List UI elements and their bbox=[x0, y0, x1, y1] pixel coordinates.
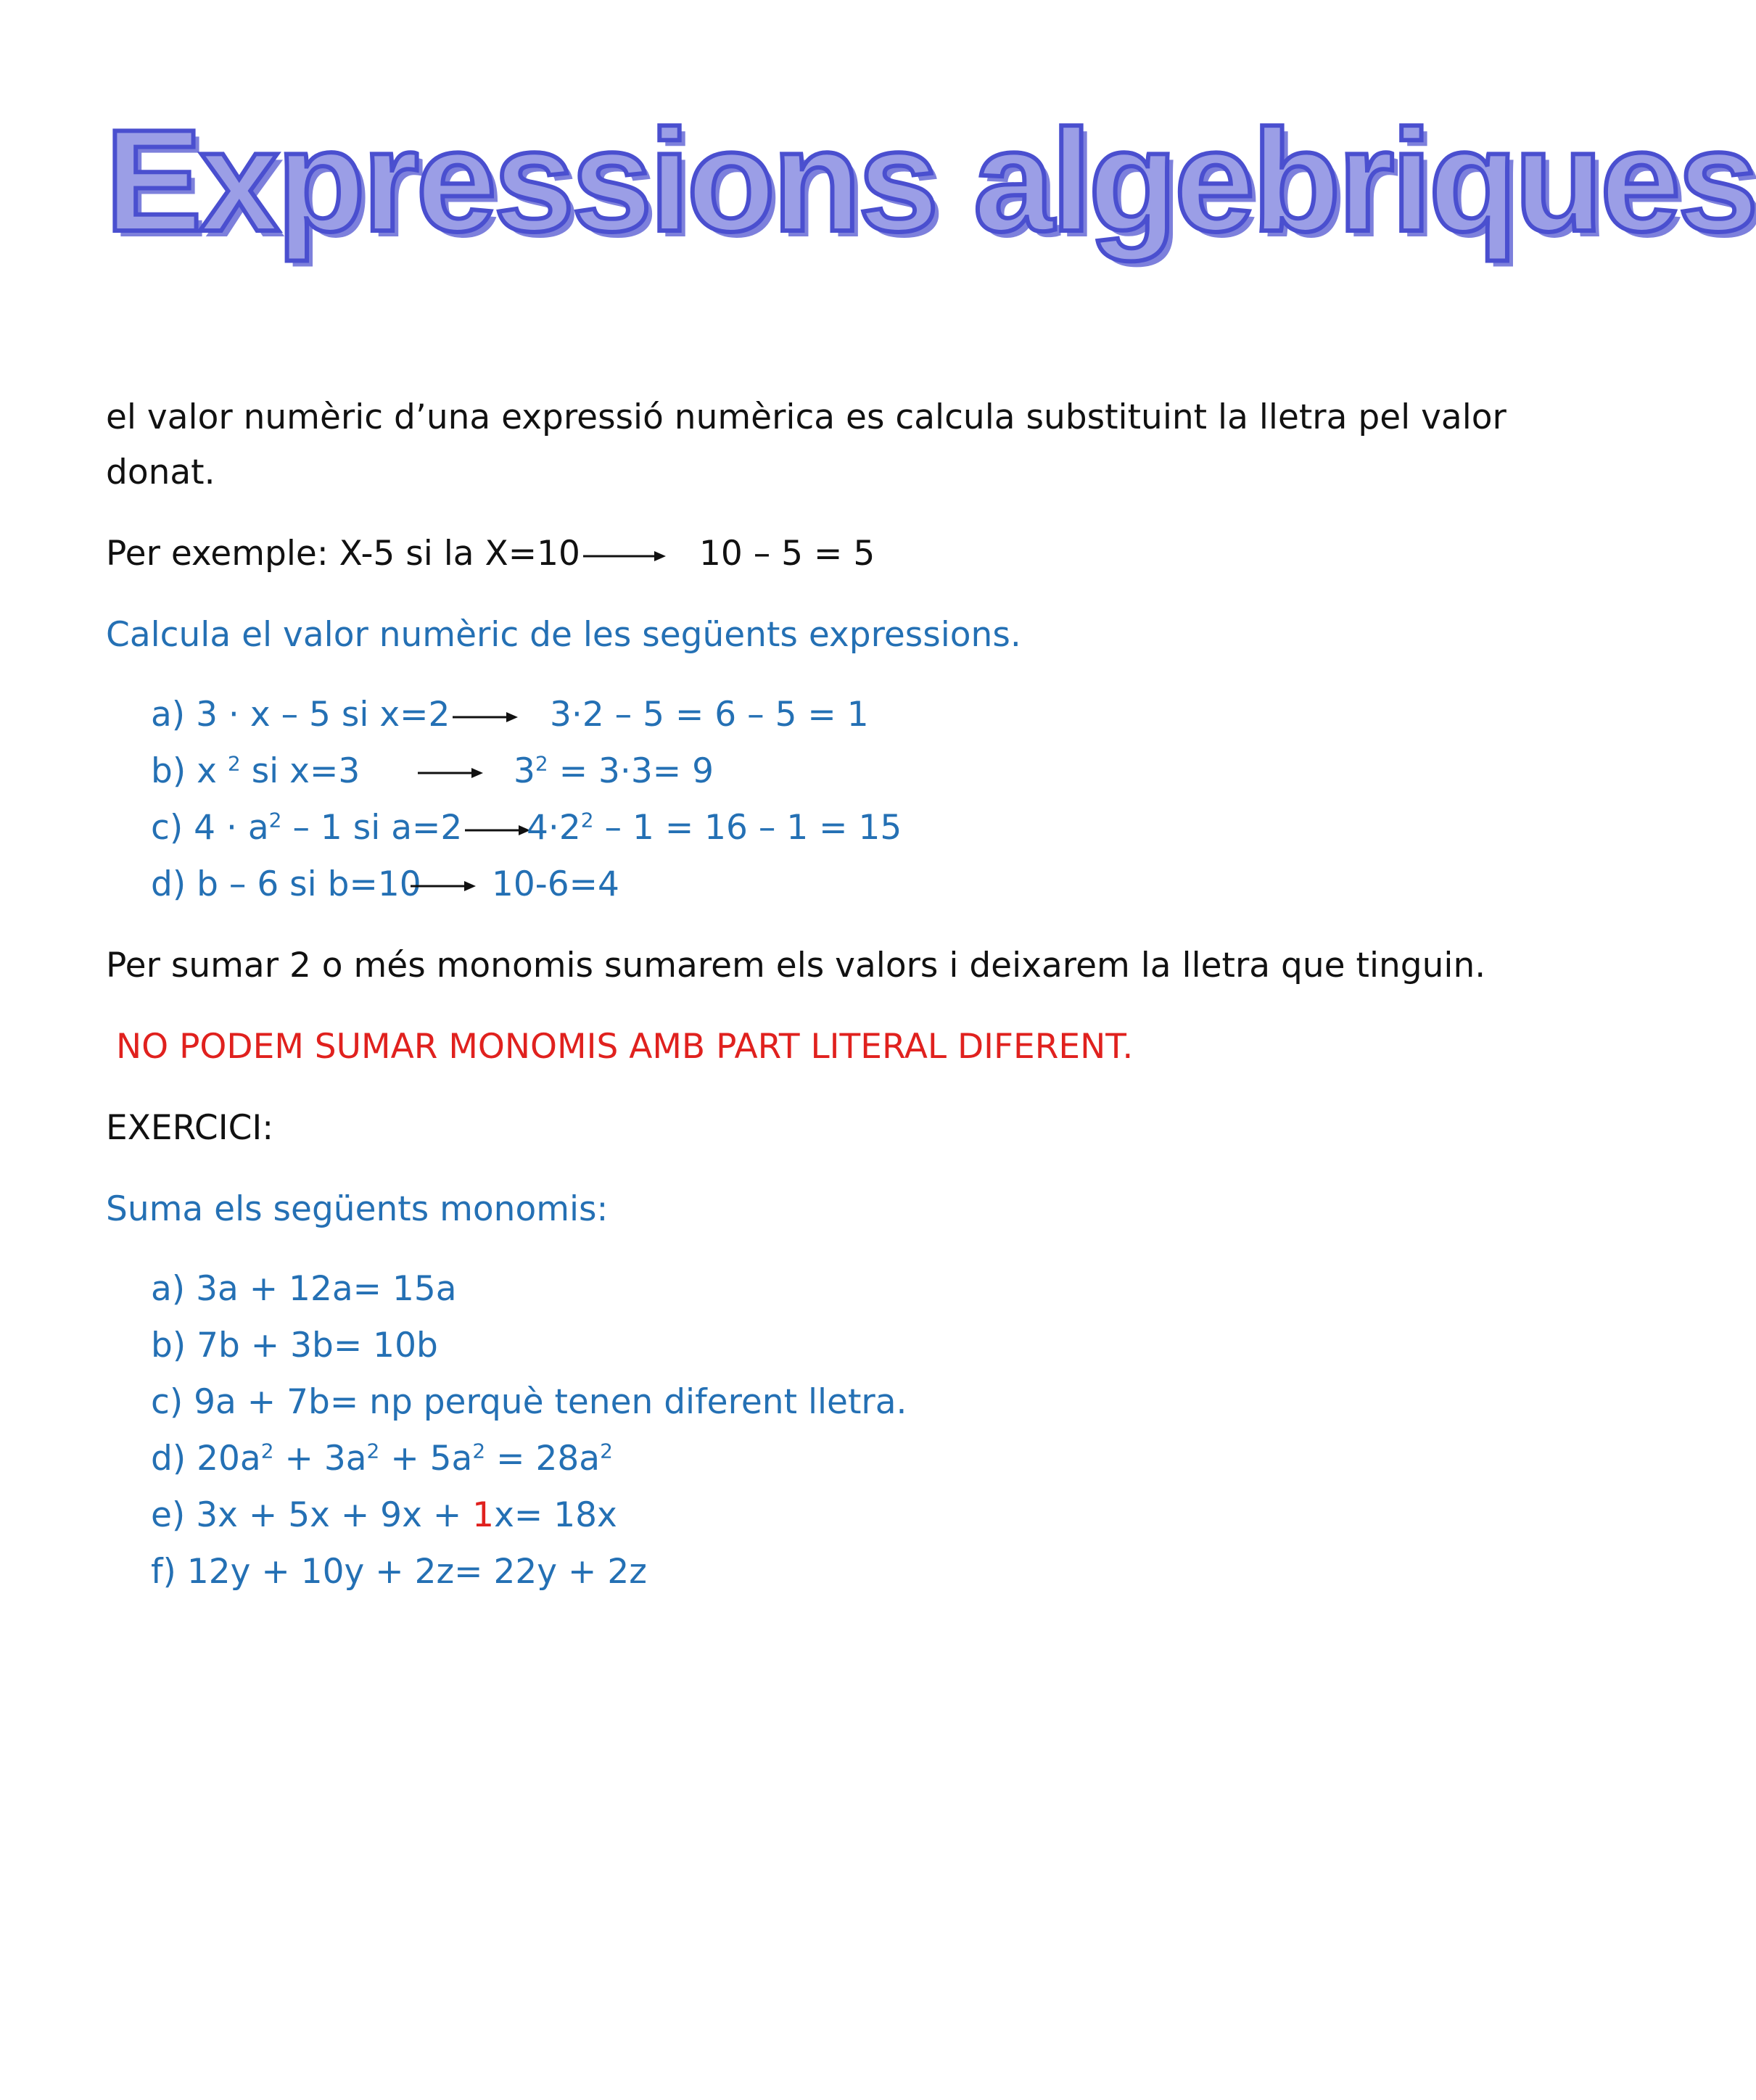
item-text: 3a + 12a= 15a bbox=[196, 1269, 457, 1309]
item-letter: b) bbox=[151, 751, 186, 791]
item-result: $4\cdot 2^2 - 1 = 16 - 1 = 15$ bbox=[527, 808, 902, 848]
exercise2-item-c bbox=[151, 1382, 907, 1423]
page-title: Expressions algebriques bbox=[105, 100, 1756, 262]
exercise2-prompt: Suma els següents monomis: bbox=[106, 1189, 609, 1229]
item-expression: 3 · x – 5 si x=2 bbox=[196, 695, 450, 735]
intro-line-2: donat. bbox=[106, 452, 215, 492]
exercise2-item-a bbox=[151, 1269, 457, 1310]
item-text: 3x + 5x + 9x + 1x= 18x bbox=[196, 1495, 617, 1535]
arrow-right-icon bbox=[450, 710, 519, 724]
exercise1-prompt: Calcula el valor numèric de les següents expressions. bbox=[106, 615, 1021, 655]
example-result: 10 – 5 = 5 bbox=[699, 534, 875, 574]
arrow-right-icon bbox=[415, 766, 485, 780]
item-text: $20a^2 + 3a^2 + 5a^2 = 28a^2$ bbox=[197, 1439, 613, 1479]
warning-text: NO PODEM SUMAR MONOMIS AMB PART LITERAL DIFERENT. bbox=[116, 1027, 1134, 1067]
exercise2-item-b bbox=[151, 1326, 438, 1366]
item-letter: d) bbox=[151, 1439, 186, 1479]
exercise2-item-f bbox=[151, 1552, 647, 1592]
intro-line-1: el valor numèric d’una expressió numèrica es calcula substituint la lletra pel valor bbox=[106, 397, 1506, 437]
exercise1-item-a bbox=[151, 695, 869, 735]
exercise-heading: EXERCICI: bbox=[106, 1108, 274, 1148]
item-expression: b – 6 si b=10 bbox=[197, 864, 421, 904]
item-letter: e) bbox=[151, 1495, 186, 1535]
item-text: 9a + 7b= np perquè tenen diferent lletra. bbox=[194, 1382, 907, 1422]
item-result: $3^2 = 3\cdot 3= 9$ bbox=[514, 751, 714, 791]
item-text: 7b + 3b= 10b bbox=[197, 1326, 438, 1365]
highlighted-coefficient: 1 bbox=[472, 1495, 495, 1535]
arrow-right-icon bbox=[408, 879, 477, 893]
exercise1-item-d bbox=[151, 864, 619, 905]
example-label: Per exemple: X-5 si la X=10 bbox=[106, 534, 580, 574]
item-letter: f) bbox=[151, 1552, 176, 1592]
item-result: 3·2 – 5 = 6 – 5 = 1 bbox=[550, 695, 869, 735]
item-letter: a) bbox=[151, 695, 186, 735]
item-text: 12y + 10y + 2z= 22y + 2z bbox=[186, 1552, 647, 1592]
arrow-right-icon bbox=[462, 823, 532, 838]
item-letter: b) bbox=[151, 1326, 186, 1365]
item-expression: x $^2$ si x=3 bbox=[197, 751, 360, 791]
item-letter: c) bbox=[151, 808, 184, 848]
item-expression: $4 \cdot a^2 - 1$ si a=2 bbox=[194, 808, 463, 848]
rule-text: Per sumar 2 o més monomis sumarem els valors i deixarem la lletra que tinguin. bbox=[106, 946, 1486, 985]
item-letter: a) bbox=[151, 1269, 186, 1309]
exercise2-item-d bbox=[151, 1439, 613, 1479]
exercise2-item-e bbox=[151, 1495, 617, 1536]
exercise1-item-b bbox=[151, 751, 714, 792]
item-letter: c) bbox=[151, 1382, 184, 1422]
arrow-right-icon bbox=[580, 549, 667, 563]
item-letter: d) bbox=[151, 864, 186, 904]
item-result: 10-6=4 bbox=[492, 864, 619, 904]
exercise1-item-c bbox=[151, 808, 902, 848]
example-line bbox=[106, 534, 875, 574]
